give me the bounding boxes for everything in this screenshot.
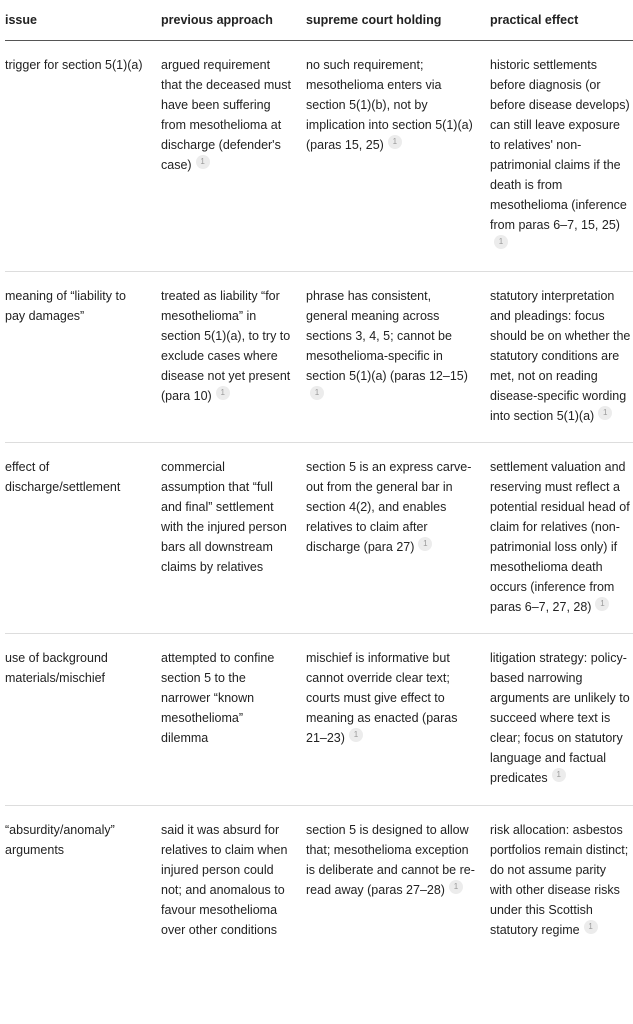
previous-approach-cell <box>161 805 306 956</box>
cell-text: “absurdity/anomaly” arguments <box>5 822 115 857</box>
table-row <box>5 634 633 805</box>
cell-text: attempted to confine section 5 to the narrower “known mesothelioma” dilemma <box>161 651 275 746</box>
practical-effect-cell <box>490 805 633 956</box>
cell-text: section 5 is designed to allow that; mesothelioma exception is deliberate and cannot be re-read away (paras 27–28) <box>306 822 475 897</box>
comparison-table <box>5 0 633 956</box>
cell-text: treated as liability “for mesothelioma” in section 5(1)(a), to try to exclude cases where disease not yet present (para 10) <box>161 289 291 404</box>
citation-badge[interactable]: 1 <box>584 920 598 934</box>
table-row <box>5 805 633 956</box>
citation-badge[interactable]: 1 <box>449 880 463 894</box>
header-previous-approach: previous approach <box>161 0 306 41</box>
header-practical-effect: practical effect <box>490 0 633 41</box>
citation-badge[interactable]: 1 <box>598 406 612 420</box>
holding-cell <box>306 443 490 634</box>
holding-cell <box>306 634 490 805</box>
practical-effect-cell <box>490 272 633 443</box>
issue-cell <box>5 634 161 805</box>
cell-text: litigation strategy: policy-based narrowing arguments are unlikely to succeed where text is clear; focus on statutory language and factual predicates <box>490 651 630 786</box>
cell-text: historic settlements before diagnosis (or before disease develops) can still leave exposure to relatives' non-patrimonial claims if the death is from mesothelioma (inference from paras 6–7, 15, 25) <box>490 58 630 232</box>
table-row <box>5 272 633 443</box>
holding-cell <box>306 272 490 443</box>
cell-text: statutory interpretation and pleadings: focus should be on whether the statutory conditions are met, not on reading disease-specific wording into section 5(1)(a) <box>490 289 631 424</box>
citation-badge[interactable]: 1 <box>595 597 609 611</box>
table-row <box>5 443 633 634</box>
citation-badge[interactable]: 1 <box>310 386 324 400</box>
citation-badge[interactable]: 1 <box>552 768 566 782</box>
holding-cell <box>306 41 490 272</box>
citation-badge[interactable]: 1 <box>216 386 230 400</box>
citation-badge[interactable]: 1 <box>349 728 363 742</box>
header-issue: issue <box>5 0 161 41</box>
cell-text: meaning of “liability to pay damages” <box>5 289 126 324</box>
practical-effect-cell <box>490 634 633 805</box>
previous-approach-cell <box>161 443 306 634</box>
issue-cell <box>5 41 161 272</box>
header-supreme-court-holding: supreme court holding <box>306 0 490 41</box>
cell-text: section 5 is an express carve-out from the general bar in section 4(2), and enables relatives to claim after discharge (para 27) <box>306 460 472 555</box>
holding-cell <box>306 805 490 956</box>
citation-badge[interactable]: 1 <box>196 155 210 169</box>
cell-text: risk allocation: asbestos portfolios remain distinct; do not assume parity with other disease risks under this Scottish statutory regime <box>490 822 629 937</box>
previous-approach-cell <box>161 272 306 443</box>
table-row <box>5 41 633 272</box>
cell-text: said it was absurd for relatives to claim when injured person could not; and anomalous to favour mesothelioma over other conditions <box>161 822 288 937</box>
table-header-row <box>5 0 633 41</box>
citation-badge[interactable]: 1 <box>418 537 432 551</box>
previous-approach-cell <box>161 634 306 805</box>
practical-effect-cell <box>490 41 633 272</box>
cell-text: phrase has consistent, general meaning across sections 3, 4, 5; cannot be mesothelioma-specific in section 5(1)(a) (paras 12–15) <box>306 289 468 384</box>
previous-approach-cell <box>161 41 306 272</box>
citation-badge[interactable]: 1 <box>494 235 508 249</box>
citation-badge[interactable]: 1 <box>388 135 402 149</box>
cell-text: effect of discharge/settlement <box>5 460 121 495</box>
cell-text: commercial assumption that “full and final” settlement with the injured person bars all downstream claims by relatives <box>161 460 287 575</box>
cell-text: settlement valuation and reserving must reflect a potential residual head of claim for relatives (non-patrimonial loss only) if mesothelioma death occurs (inference from paras 6–7, 27, 28) <box>490 460 630 615</box>
cell-text: use of background materials/mischief <box>5 651 108 686</box>
cell-text: mischief is informative but cannot override clear text; courts must give effect to meaning as enacted (paras 21–23) <box>306 651 458 746</box>
cell-text: no such requirement; mesothelioma enters via section 5(1)(b), not by implication into section 5(1)(a) (paras 15, 25) <box>306 58 473 153</box>
issue-cell <box>5 443 161 634</box>
cell-text: argued requirement that the deceased must have been suffering from mesothelioma at discharge (defender's case) <box>161 58 291 173</box>
practical-effect-cell <box>490 443 633 634</box>
issue-cell <box>5 805 161 956</box>
cell-text: trigger for section 5(1)(a) <box>5 58 143 72</box>
issue-cell <box>5 272 161 443</box>
